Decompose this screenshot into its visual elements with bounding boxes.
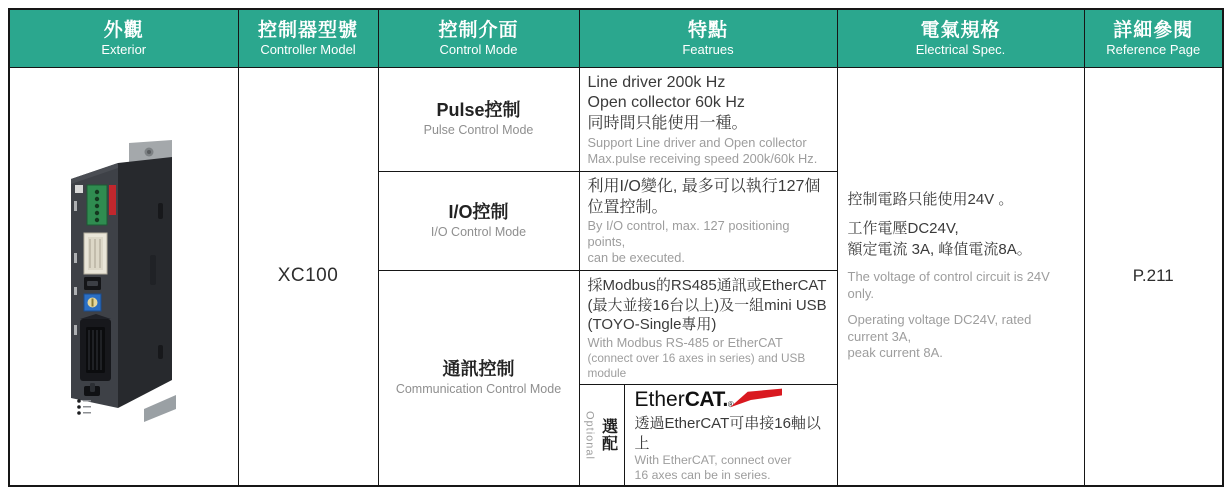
ethercat-content	[625, 385, 837, 485]
comm-mode-zh: 通訊控制	[442, 359, 515, 380]
comm-feature-line: 採Modbus的RS485通訊或EtherCAT	[587, 277, 827, 295]
header-control-mode	[378, 9, 579, 67]
header-features-zh: 特點	[687, 19, 728, 41]
electrical-note: peak current 8A.	[847, 345, 943, 361]
io-feature-line: 位置控制。	[587, 198, 668, 216]
comm-feature-line: (最大並接16台以上)及一組mini USB	[587, 296, 827, 314]
cell-features-comm	[579, 271, 837, 385]
header-reference-zh: 詳細參閱	[1113, 19, 1194, 41]
comm-feature-line: (TOYO-Single專用)	[587, 316, 717, 334]
header-electrical-zh: 電氣規格	[920, 19, 1001, 41]
electrical-line: 工作電壓DC24V,	[847, 220, 959, 238]
controller-spec-table	[8, 8, 1224, 487]
pulse-feature-line: Line driver 200k Hz	[587, 73, 726, 91]
ethercat-logo-text: Ether	[634, 388, 685, 412]
cell-mode-pulse	[378, 67, 579, 171]
header-model-zh: 控制器型號	[257, 19, 358, 41]
comm-mode-en: Communication Control Mode	[395, 381, 562, 396]
cell-electrical	[837, 67, 1084, 486]
electrical-line: 額定電流 3A, 峰值電流8A。	[847, 240, 1032, 258]
comm-feature-note: With Modbus RS-485 or EtherCAT	[587, 334, 783, 350]
io-feature-line: 利用I/O變化, 最多可以執行127個	[587, 177, 821, 195]
header-control-mode-en: Control Mode	[439, 42, 518, 58]
cell-features-pulse	[579, 67, 837, 171]
pulse-feature-note: Max.pulse receiving speed 200k/60k Hz.	[587, 150, 818, 166]
comm-feature-note: (connect over 16 axes in series) and USB module	[587, 350, 806, 380]
cell-mode-comm	[378, 271, 579, 486]
header-reference-en: Reference Page	[1106, 42, 1201, 58]
cell-model	[238, 67, 378, 486]
electrical-line: 控制電路只能使用24V 。	[847, 191, 1014, 209]
ethercat-arrow-icon	[727, 388, 782, 410]
cell-exterior	[9, 67, 238, 486]
io-mode-zh: I/O控制	[448, 202, 509, 223]
table-header-row	[9, 9, 1223, 67]
header-electrical	[837, 9, 1084, 67]
pulse-feature-note: Support Line driver and Open collector	[587, 134, 807, 150]
header-exterior-zh: 外觀	[103, 19, 144, 41]
controller-device-svg	[16, 115, 231, 437]
header-exterior	[9, 9, 238, 67]
header-model	[238, 9, 378, 67]
ethercat-logo	[635, 389, 831, 413]
header-features	[579, 9, 837, 67]
cell-reference	[1084, 67, 1223, 486]
header-exterior-en: Exterior	[101, 42, 147, 58]
io-feature-note: can be executed.	[587, 250, 685, 266]
ethercat-desc-en: With EtherCAT, connect over	[634, 453, 792, 468]
header-control-mode-zh: 控制介面	[438, 19, 519, 41]
pulse-mode-zh: Pulse控制	[436, 100, 521, 121]
reference-page: P.211	[1132, 266, 1174, 286]
cell-features-io	[579, 171, 837, 271]
io-mode-en: I/O Control Mode	[430, 224, 527, 239]
model-number: XC100	[277, 265, 339, 287]
header-model-en: Controller Model	[260, 42, 356, 58]
ethercat-logo-text-bold: CAT.	[684, 388, 728, 412]
ethercat-desc-en: 16 axes can be in series.	[634, 468, 771, 483]
header-features-en: Featrues	[682, 42, 734, 58]
registered-mark: ®	[727, 400, 734, 410]
cell-mode-io	[378, 171, 579, 271]
ethercat-desc-zh: 透過EtherCAT可串接16軸以上	[634, 415, 821, 452]
optional-label-en: Optional	[583, 410, 596, 460]
io-feature-note: By I/O control, max. 127 positioning points,	[587, 218, 790, 250]
electrical-note: Operating voltage DC24V, rated current 3A,	[847, 311, 1032, 344]
electrical-note: The voltage of control circuit is 24V only.	[847, 268, 1050, 301]
pulse-feature-line: Open collector 60k Hz	[587, 94, 745, 112]
pulse-mode-en: Pulse Control Mode	[423, 122, 534, 137]
pulse-feature-line: 同時間只能使用一種。	[587, 115, 748, 133]
optional-label-strip	[580, 385, 625, 485]
row-pulse	[9, 67, 1223, 171]
header-reference	[1084, 9, 1223, 67]
header-electrical-en: Electrical Spec.	[915, 42, 1006, 58]
controller-device-illustration	[10, 115, 238, 437]
cell-ethercat-optional	[579, 385, 837, 486]
optional-label-zh: 選配	[599, 418, 617, 453]
